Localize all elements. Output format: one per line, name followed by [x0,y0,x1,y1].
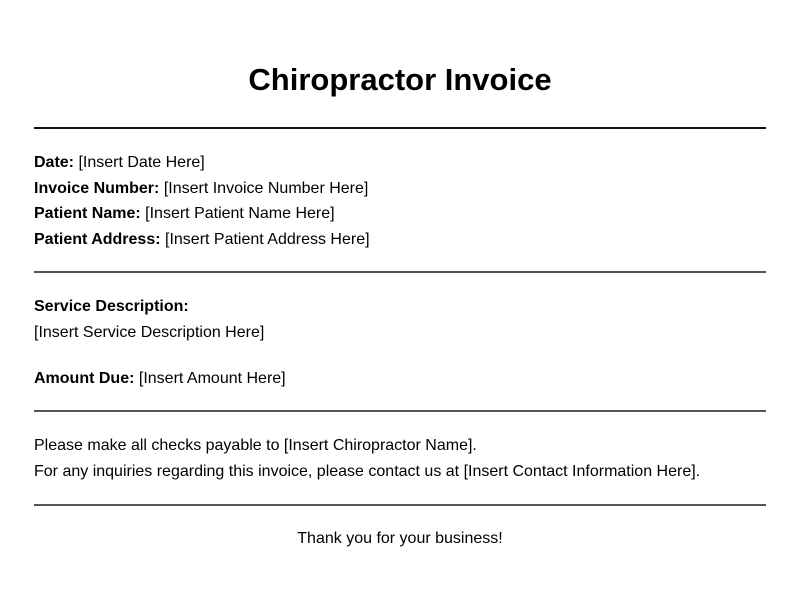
thank-you-footer: Thank you for your business! [297,530,503,547]
date-label: Date: [34,154,75,171]
patient-name-value: [Insert Patient Name Here] [145,205,335,222]
patient-address-row [34,230,370,250]
patient-address-label: Patient Address: [34,231,161,248]
date-value: [Insert Date Here] [78,154,205,171]
service-description: [Insert Service Description Here] [34,324,265,341]
invoice-number-row [34,179,368,199]
date-row [34,153,205,173]
checks-payable-note: Please make all checks payable to [Insert Chiropractor Name]. [34,437,477,454]
invoice-number-label: Invoice Number: [34,180,160,197]
notes-divider [34,504,766,506]
title-divider [34,127,766,129]
invoice-number-value: [Insert Invoice Number Here] [163,180,369,197]
patient-address-value: [Insert Patient Address Here] [165,231,370,248]
service-heading: Service Description: [34,298,189,315]
patient-name-label: Patient Name: [34,205,141,222]
details-divider [34,271,766,273]
service-heading-row [34,297,189,317]
amount-due-label: Amount Due: [34,370,135,387]
amount-due-value: [Insert Amount Here] [138,370,286,387]
amount-due-row [34,369,286,389]
patient-name-row [34,204,335,224]
inquiries-note: For any inquiries regarding this invoice, please contact us at [Insert Contact Information Here]. [34,463,701,480]
service-divider [34,410,766,412]
invoice-title: Chiropractor Invoice [248,62,552,97]
